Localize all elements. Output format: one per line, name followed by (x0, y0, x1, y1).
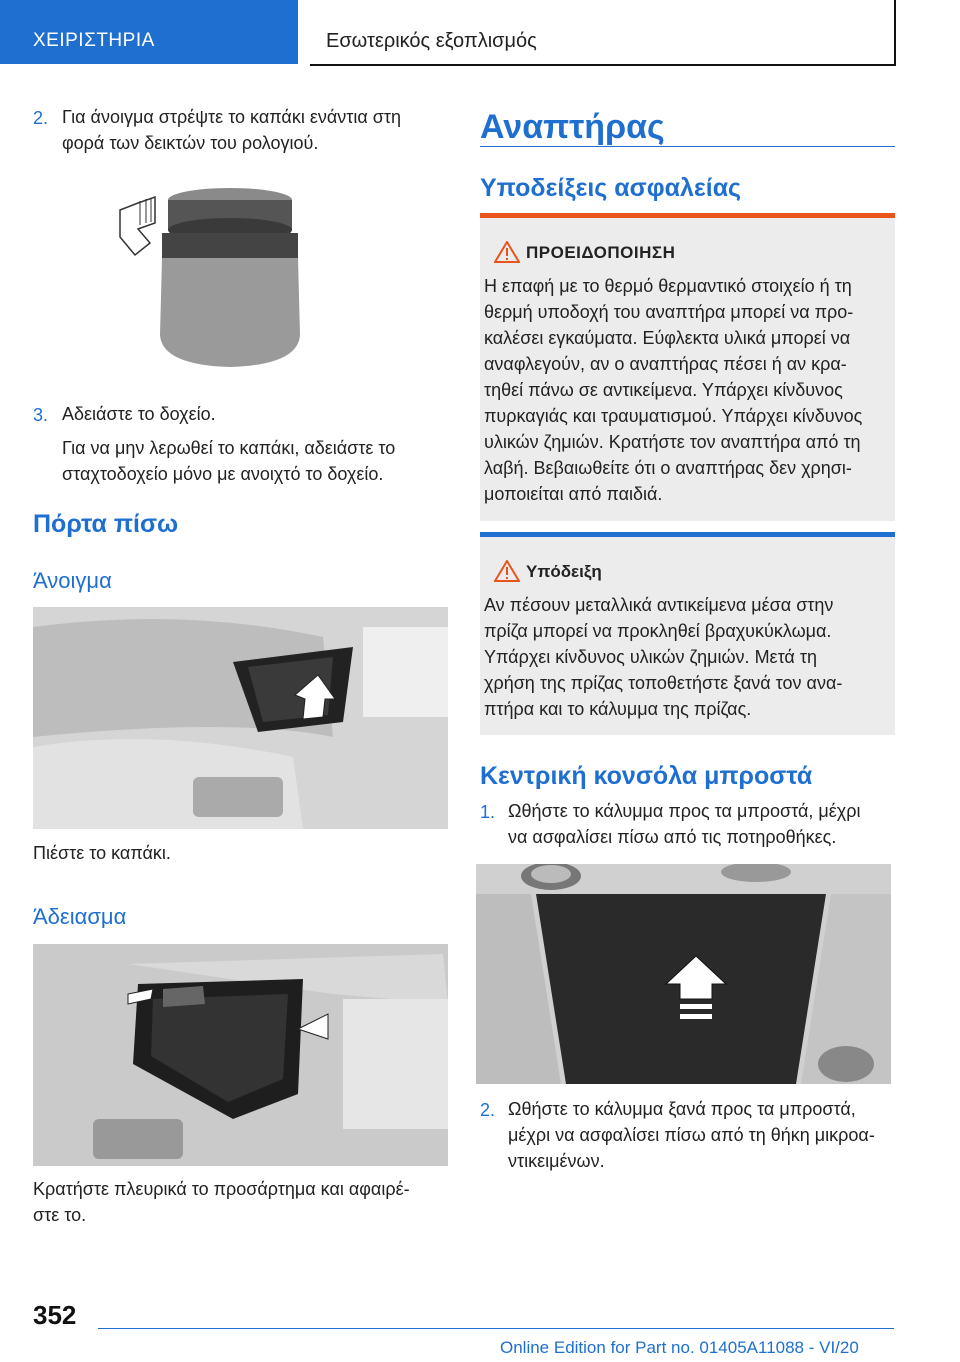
chapter-title: Εσωτερικός εξοπλισμός (326, 30, 537, 52)
section-tab (0, 0, 298, 64)
note-bar (480, 532, 895, 537)
step-line: σταχτοδοχείο μόνο με ανοιχτό το δοχείο. (62, 464, 384, 484)
step-number: 2. (480, 1100, 496, 1120)
step-line: να ασφαλίσει πίσω από τις ποτηροθήκες. (508, 827, 837, 847)
safety-heading: Υποδείξεις ασφαλείας (480, 174, 742, 202)
warning-line: αναφλεγούν, αν ο αναπτήρας πέσει ή αν κρα- (484, 354, 847, 374)
warning-line: μοποιείται από παιδιά. (484, 484, 663, 504)
lighter-heading: Αναπτήρας (480, 108, 665, 146)
note-line: Υπάρχει κίνδυνος υλικών ζημιών. Μετά τη (484, 647, 817, 667)
page-number: 352 (33, 1300, 77, 1330)
note-body (484, 592, 889, 722)
center-console-illustration (476, 864, 891, 1084)
step-text (62, 104, 401, 156)
step-number: 3. (33, 405, 49, 425)
step-line: Για άνοιγμα στρέψτε το καπάκι ενάντια στη (62, 107, 401, 127)
note-line: πρίζα μπορεί να προκληθεί βραχυκύκλωμα. (484, 621, 832, 641)
rear-door-heading: Πόρτα πίσω (33, 510, 179, 538)
caption-line: Κρατήστε πλευρικά το προσάρτημα και αφαιρέ- (33, 1179, 410, 1199)
chapter-tab (310, 0, 896, 66)
emptying-caption (33, 1176, 410, 1228)
ashtray-illustration (110, 185, 310, 370)
step-line: μέχρι να ασφαλίσει πίσω από τη θήκη μικροα- (508, 1125, 875, 1145)
note-warning-icon (494, 560, 520, 582)
warning-title: ΠΡΟΕΙΔΟΠΟΙΗΣΗ (526, 243, 676, 262)
step-line: Ωθήστε το κάλυμμα ξανά προς τα μπροστά, (508, 1099, 856, 1119)
note-line: πτήρα και το κάλυμμα της πρίζας. (484, 699, 752, 719)
step-line: ντικειμένων. (508, 1151, 605, 1171)
warning-line: τηθεί πάνω σε αντικείμενα. Υπάρχει κίνδυνος (484, 380, 843, 400)
console-figure (476, 864, 891, 1084)
warning-line: υλικών ζημιών. Κρατήστε τον αναπτήρα από τη (484, 432, 861, 452)
note-box (480, 532, 895, 735)
warning-body (484, 273, 889, 507)
warning-bar (480, 213, 895, 218)
console-heading: Κεντρική κονσόλα μπροστά (480, 762, 813, 790)
warning-icon (494, 241, 520, 263)
caption-line: στε το. (33, 1205, 87, 1225)
step-line: φορά των δεικτών του ρολογιού. (62, 133, 319, 153)
step-text (508, 798, 860, 850)
note-line: χρήση της πρίζας τοποθετήστε ξανά τον ανα- (484, 673, 843, 693)
warning-line: πυρκαγιάς και τραυματισμού. Υπάρχει κίνδυνος (484, 406, 863, 426)
step-line: Ωθήστε το κάλυμμα προς τα μπροστά, μέχρι (508, 801, 861, 821)
ashtray-figure (110, 185, 310, 370)
warning-box (480, 213, 895, 521)
emptying-heading: Άδειασμα (33, 904, 127, 929)
section-title: ΧΕΙΡΙΣΤΗΡΙΑ (33, 30, 155, 51)
warning-line: λαβή. Βεβαιωθείτε ότι ο αναπτήρας δεν χρησι- (484, 458, 852, 478)
opening-heading: Άνοιγμα (33, 568, 112, 593)
step-number: 1. (480, 802, 496, 822)
step-text (62, 401, 395, 487)
door-panel-illustration (33, 607, 448, 829)
ashtray-insert-illustration (33, 944, 448, 1166)
step-line: Για να μην λερωθεί το καπάκι, αδειάστε το (62, 438, 396, 458)
warning-line: καλέσει εγκαύματα. Εύφλεκτα υλικά μπορεί να (484, 328, 851, 348)
heading-rule (480, 146, 895, 147)
emptying-figure (33, 944, 448, 1166)
warning-line: θερμή υποδοχή του αναπτήρα μπορεί να προ- (484, 302, 854, 322)
edition-link[interactable]: Online Edition for Part no. 01405A11088 - VI/20 (500, 1338, 859, 1357)
footer-rule (98, 1328, 894, 1329)
note-title: Υπόδειξη (526, 562, 602, 581)
step-text (508, 1096, 875, 1174)
opening-figure (33, 607, 448, 829)
step-number: 2. (33, 108, 49, 128)
note-line: Αν πέσουν μεταλλικά αντικείμενα μέσα στην (484, 595, 834, 615)
opening-caption: Πιέστε το καπάκι. (33, 843, 171, 863)
step-line: Αδειάστε το δοχείο. (62, 404, 216, 424)
warning-line: Η επαφή με το θερμό θερμαντικό στοιχείο ή τη (484, 276, 852, 296)
